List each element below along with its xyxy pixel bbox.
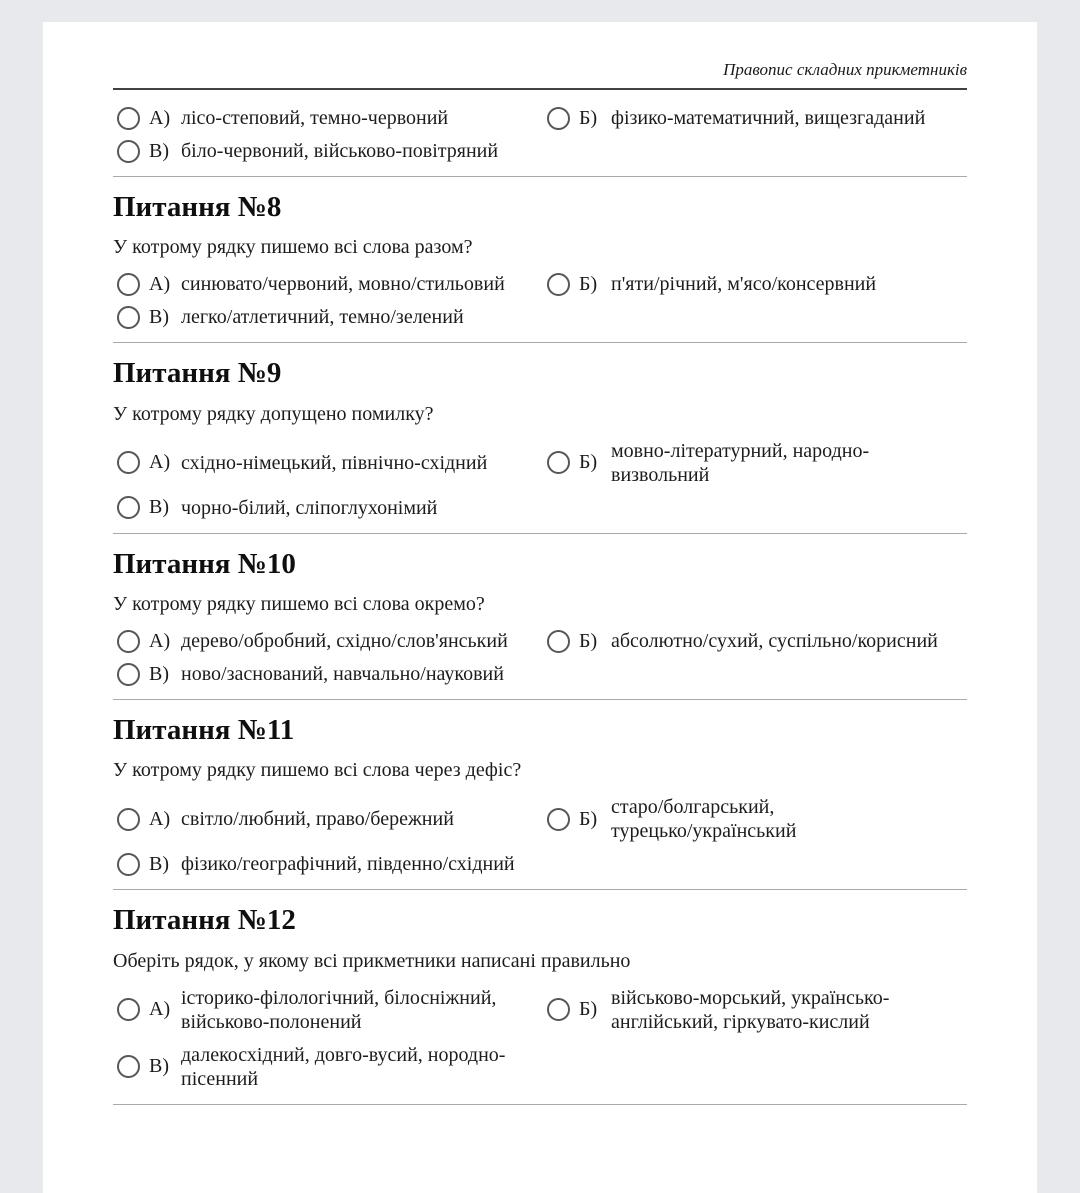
answer-option[interactable] (113, 106, 537, 130)
answer-option[interactable] (543, 795, 967, 843)
option-letter: Б) (579, 807, 598, 830)
answer-option[interactable] (543, 272, 967, 296)
option-letter: В) (149, 139, 169, 162)
answer-option[interactable] (113, 496, 537, 520)
radio-button[interactable] (117, 306, 140, 329)
option-text: біло-червоний, військово-повітряний (181, 140, 499, 162)
option-text: старо/болгарський, турецько/український (611, 796, 797, 843)
answer-option[interactable] (113, 629, 537, 653)
section-divider (113, 1104, 967, 1105)
option-letter: А) (149, 998, 171, 1021)
question-prompt: У котрому рядку пишемо всі слова через дефіс? (113, 759, 522, 782)
radio-button[interactable] (117, 853, 140, 876)
radio-button[interactable] (117, 663, 140, 686)
question-prompt: У котрому рядку допущено помилку? (113, 402, 434, 425)
option-text: історико-філологічний, білосніжний, військово-полонений (181, 986, 497, 1033)
radio-button[interactable] (117, 1055, 140, 1078)
option-letter: Б) (579, 629, 598, 652)
answer-option[interactable] (543, 439, 967, 487)
page-header-title: Правопис складних прикметників (723, 60, 967, 79)
question-prompt: Оберіть рядок, у якому всі прикметники написані правильно (113, 949, 631, 972)
answer-option[interactable] (113, 852, 537, 876)
question-section-8 (113, 191, 967, 329)
section-divider (113, 176, 967, 177)
option-letter: А) (149, 106, 171, 129)
answer-option[interactable] (113, 439, 537, 487)
answer-option[interactable] (113, 272, 537, 296)
option-text: чорно-білий, сліпоглухонімий (181, 496, 438, 519)
option-text: п'яти/річний, м'ясо/консервний (611, 273, 877, 296)
radio-button[interactable] (547, 451, 570, 474)
option-text: світло/любний, право/бережний (181, 808, 454, 831)
question-title: Питання №12 (113, 904, 296, 937)
question-title: Питання №10 (113, 547, 296, 580)
option-letter: А) (149, 629, 171, 652)
question-title: Питання №11 (113, 714, 295, 747)
radio-button[interactable] (547, 808, 570, 831)
question-title: Питання №9 (113, 357, 282, 390)
answer-option[interactable] (113, 305, 537, 329)
answer-option[interactable] (113, 986, 537, 1034)
option-text: фізико/географічний, південно/східний (181, 853, 515, 876)
answer-option[interactable] (543, 986, 967, 1034)
radio-button[interactable] (547, 107, 570, 130)
option-text: ново/заснований, навчально/науковий (181, 663, 504, 686)
option-text: фізико-математичний, вищезгаданий (611, 107, 926, 129)
radio-button[interactable] (117, 808, 140, 831)
answer-option[interactable] (113, 795, 537, 843)
radio-button[interactable] (117, 496, 140, 519)
section-divider (113, 889, 967, 890)
option-letter: В) (149, 1055, 169, 1078)
question-section-11 (113, 714, 967, 876)
option-letter: В) (149, 852, 169, 875)
answer-option[interactable] (543, 629, 967, 653)
radio-button[interactable] (547, 273, 570, 296)
question-section-continued (113, 106, 967, 163)
answer-option[interactable] (113, 139, 537, 163)
answer-option[interactable] (543, 106, 967, 130)
option-letter: А) (149, 807, 171, 830)
radio-button[interactable] (547, 998, 570, 1021)
option-letter: Б) (579, 998, 598, 1021)
question-title: Питання №8 (113, 191, 282, 223)
section-divider (113, 699, 967, 700)
question-prompt: У котрому рядку пишемо всі слова разом? (113, 236, 473, 259)
option-text: мовно-літературний, народно-визвольний (611, 439, 870, 486)
document-page (43, 22, 1037, 1193)
radio-button[interactable] (117, 273, 140, 296)
option-letter: Б) (579, 272, 598, 295)
option-text: східно-німецький, північно-східний (181, 451, 488, 474)
answer-option[interactable] (113, 662, 537, 686)
radio-button[interactable] (117, 140, 140, 163)
question-section-10 (113, 548, 967, 686)
option-text: далекосхідний, довго-вусий, нородно-пісенний (181, 1043, 506, 1090)
question-section-12 (113, 904, 967, 1090)
question-section-9 (113, 357, 967, 519)
option-letter: Б) (579, 451, 598, 474)
option-letter: А) (149, 272, 171, 295)
page-header (113, 60, 967, 90)
radio-button[interactable] (117, 107, 140, 130)
option-letter: Б) (579, 106, 598, 129)
option-text: військово-морський, українсько-англійський, гіркувато-кислий (611, 986, 890, 1033)
section-divider (113, 533, 967, 534)
option-text: дерево/обробний, східно/слов'янський (181, 630, 508, 653)
option-letter: В) (149, 662, 169, 685)
option-text: абсолютно/сухий, суспільно/корисний (611, 630, 938, 653)
section-divider (113, 342, 967, 343)
option-letter: В) (149, 305, 169, 328)
radio-button[interactable] (117, 451, 140, 474)
radio-button[interactable] (117, 998, 140, 1021)
radio-button[interactable] (547, 630, 570, 653)
answer-option[interactable] (113, 1043, 537, 1091)
question-prompt: У котрому рядку пишемо всі слова окремо? (113, 593, 485, 616)
option-letter: В) (149, 496, 169, 519)
option-letter: А) (149, 451, 171, 474)
option-text: легко/атлетичний, темно/зелений (181, 306, 464, 329)
option-text: синювато/червоний, мовно/стильовий (181, 273, 505, 296)
radio-button[interactable] (117, 630, 140, 653)
option-text: лісо-степовий, темно-червоний (181, 107, 449, 129)
